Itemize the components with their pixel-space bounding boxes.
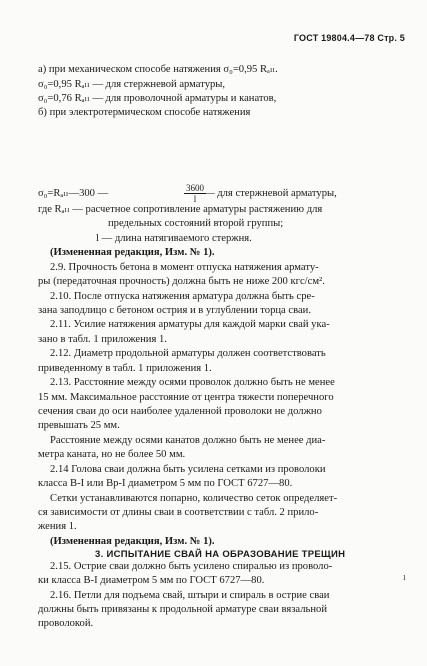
text-line: должны быть привязаны к продольной арматуре сваи вязальной xyxy=(38,604,327,615)
text-line: сечения сваи до оси наиболее удаленной проволоки не должно xyxy=(38,406,322,417)
text-line: 2.13. Расстояние между осями проволок должно быть не менее xyxy=(50,377,335,388)
text-line: Расстояние между осями канатов должно быть не менее диа- xyxy=(50,435,326,446)
text-line: σ₀=0,76 Rₐₗₗ — для проволочной арматуры и канатов, xyxy=(38,93,277,104)
text-line: Сетки устанавливаются попарно, количество сеток определяет- xyxy=(50,493,338,504)
text-line: приведенному в табл. 1 приложения 1. xyxy=(38,363,212,374)
text-line: 15 мм. Максимальное расстояние от центра тяжести поперечного xyxy=(38,392,334,403)
text-line: 2.14 Голова сваи должна быть усилена сетками из проволоки xyxy=(50,464,326,475)
text-line: l — длина натягиваемого стержня. xyxy=(96,233,252,244)
text-line: жения 1. xyxy=(38,521,77,532)
margin-mark: ı xyxy=(403,572,406,583)
text-line: (Измененная редакция, Изм. № 1). xyxy=(50,247,215,258)
text-line: σ₀=Rₐₗₗ—300 — xyxy=(38,188,109,199)
text-line: зана заподлицо с бетоном острия и в углублении торца сваи. xyxy=(38,305,311,316)
text-line: класса В-I или Вр-I диаметром 5 мм по ГОСТ 6727—80. xyxy=(38,478,293,489)
text-line: зано в табл. 1 приложения 1. xyxy=(38,334,167,345)
text-line: 2.16. Петли для подъема свай, штыри и спираль в острие сваи xyxy=(50,590,330,601)
formula-fraction xyxy=(184,183,206,204)
text-line: 2.11. Усилие натяжения арматуры для каждой марки свай ука- xyxy=(50,319,330,330)
text-line: 2.9. Прочность бетона в момент отпуска натяжения армату- xyxy=(50,262,319,273)
text-line: где Rₐₗₗ — расчетное сопротивление арматуры растяжению для xyxy=(38,204,323,215)
text-line: ки класса В-I диаметром 5 мм по ГОСТ 6727—80. xyxy=(38,575,265,586)
text-line: 2.15. Острие сваи должно быть усилено спиралью из проволо- xyxy=(50,561,333,572)
text-line: 2.10. После отпуска натяжения арматура должна быть сре- xyxy=(50,291,315,302)
text-line: — для стержневой арматуры, xyxy=(204,188,337,199)
text-line: превышать 25 мм. xyxy=(38,420,120,431)
text-line: предельных состояний второй группы; xyxy=(108,218,284,229)
text-line: σ₀=0,95 Rₐₗₗ — для стержневой арматуры, xyxy=(38,79,226,90)
text-line: 2.12. Диаметр продольной арматуры должен соответствовать xyxy=(50,348,326,359)
text-line: (Измененная редакция, Изм. № 1). xyxy=(50,536,215,547)
section-title: 3. ИСПЫТАНИЕ СВАЙ НА ОБРАЗОВАНИЕ ТРЕЩИН xyxy=(95,549,346,560)
text-line: метра каната, но не более 50 мм. xyxy=(38,449,186,460)
text-line: б) при электротермическом способе натяжения xyxy=(38,107,251,118)
fraction-numerator: 3600 xyxy=(186,183,204,193)
text-line: ся зависимости от длины сваи в соответствии с табл. 2 прило- xyxy=(38,507,319,518)
text-line: ры (передаточная прочность) должна быть не ниже 200 кгс/см². xyxy=(38,276,325,287)
text-line: а) при механическом способе натяжения σ₀=0,95 Rₐₗₗ. xyxy=(38,64,278,75)
text-line: проволокой. xyxy=(38,618,94,629)
page-header: ГОСТ 19804.4—78 Стр. 5 xyxy=(293,33,405,43)
fraction-denominator: l xyxy=(193,194,197,204)
